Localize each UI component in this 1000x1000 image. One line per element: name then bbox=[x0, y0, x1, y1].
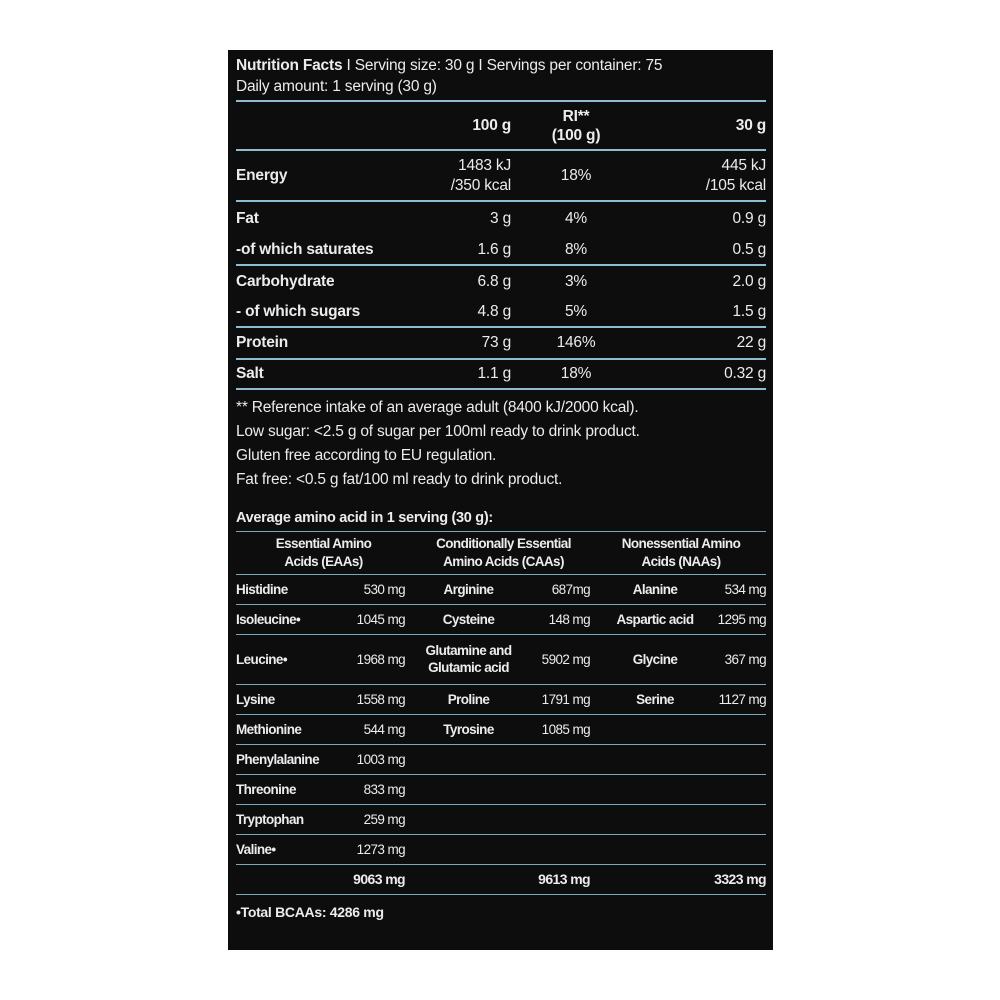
nutrient-name: Salt bbox=[236, 365, 264, 382]
serving-info: I Serving size: 30 g I Servings per container: 75 bbox=[342, 57, 663, 74]
note-low-sugar: Low sugar: <2.5 g of sugar per 100ml ready to drink product. bbox=[236, 423, 640, 440]
nutrition-row-energy bbox=[236, 150, 766, 201]
note-fat-free: Fat free: <0.5 g fat/100 ml ready to drink product. bbox=[236, 471, 563, 488]
note-gluten-free: Gluten free according to EU regulation. bbox=[236, 447, 497, 464]
amino-row bbox=[236, 834, 766, 864]
col-ri bbox=[511, 102, 641, 150]
caa-header bbox=[411, 532, 596, 574]
naa-total: 3323 mg bbox=[714, 864, 766, 894]
nutrient-name: Protein bbox=[236, 334, 288, 351]
per30-value: 22 g bbox=[736, 334, 766, 351]
ri-value: 8% bbox=[564, 240, 587, 258]
footnotes bbox=[236, 390, 766, 492]
amino-header-row bbox=[236, 532, 766, 574]
per30-value: 1.5 g bbox=[732, 302, 766, 320]
naa-value bbox=[714, 714, 766, 744]
eaa-value: 1558 mg bbox=[328, 684, 411, 714]
caa-header-line2: Amino Acids (CAAs) bbox=[443, 553, 564, 569]
per30-value bbox=[641, 150, 766, 201]
eaa-value: 530 mg bbox=[328, 574, 411, 604]
eaa-value: 1968 mg bbox=[328, 634, 411, 684]
naa-name: Aspartic acid bbox=[596, 604, 714, 634]
eaa-name: Methionine bbox=[236, 714, 328, 744]
energy-kj-100: 1483 kJ bbox=[458, 156, 511, 174]
nutrition-table bbox=[236, 102, 766, 390]
eaa-name: Phenylalanine bbox=[236, 744, 328, 774]
eaa-name: Leucine• bbox=[236, 634, 328, 684]
nutrition-row-fat bbox=[236, 201, 766, 235]
naa-name bbox=[596, 714, 714, 744]
nutrient-name: Carbohydrate bbox=[236, 272, 335, 290]
amino-row bbox=[236, 604, 766, 634]
eaa-name: Threonine bbox=[236, 774, 328, 804]
amino-row bbox=[236, 804, 766, 834]
eaa-name: Lysine bbox=[236, 684, 328, 714]
amino-table bbox=[236, 532, 766, 895]
total-bcaas: •Total BCAAs: 4286 mg bbox=[236, 903, 384, 920]
eaa-name: Valine• bbox=[236, 834, 328, 864]
caa-name: Arginine bbox=[411, 574, 526, 604]
nutrient-name: Energy bbox=[236, 166, 288, 184]
eaa-name: Histidine bbox=[236, 574, 328, 604]
eaa-header-line2: Acids (EAAs) bbox=[284, 553, 363, 569]
amino-row bbox=[236, 684, 766, 714]
col-ri-line1: RI** bbox=[562, 107, 590, 125]
energy-kcal-100: /350 kcal bbox=[450, 176, 511, 194]
amino-row bbox=[236, 774, 766, 804]
eaa-value: 1003 mg bbox=[328, 744, 411, 774]
col-ri-line2: (100 g) bbox=[551, 126, 601, 144]
per100-value: 73 g bbox=[481, 334, 511, 351]
naa-value: 534 mg bbox=[714, 574, 766, 604]
nutrition-row-salt bbox=[236, 359, 766, 389]
caa-name: Cysteine bbox=[411, 604, 526, 634]
nutrient-name: -of which saturates bbox=[236, 240, 374, 258]
nutrient-name: - of which sugars bbox=[236, 302, 361, 320]
nutrition-row-saturates bbox=[236, 235, 766, 265]
nutrition-row-sugars bbox=[236, 297, 766, 327]
ri-value: 146% bbox=[556, 334, 596, 351]
nutrition-facts-title: Nutrition Facts bbox=[236, 57, 343, 74]
per30-value: 0.5 g bbox=[732, 240, 766, 258]
per100-value: 1.1 g bbox=[477, 365, 511, 382]
per30-value: 0.32 g bbox=[724, 365, 766, 382]
eaa-name: Tryptophan bbox=[236, 804, 328, 834]
naa-value: 1127 mg bbox=[714, 684, 766, 714]
per100-value: 6.8 g bbox=[477, 272, 511, 290]
ri-value: 18% bbox=[560, 365, 592, 382]
caa-header-line1: Conditionally Essential bbox=[436, 535, 571, 551]
per100-value: 1.6 g bbox=[477, 240, 511, 258]
amino-title: Average amino acid in 1 serving (30 g): bbox=[236, 509, 766, 532]
nutrition-row-carbohydrate bbox=[236, 265, 766, 297]
naa-name: Serine bbox=[596, 684, 714, 714]
naa-header bbox=[596, 532, 766, 574]
amino-row bbox=[236, 744, 766, 774]
naa-name: Glycine bbox=[596, 634, 714, 684]
header-line bbox=[236, 55, 766, 77]
eaa-value: 1045 mg bbox=[328, 604, 411, 634]
eaa-header bbox=[236, 532, 411, 574]
naa-header-line1: Nonessential Amino bbox=[621, 535, 741, 551]
ri-value: 4% bbox=[564, 209, 587, 227]
per30-value: 0.9 g bbox=[732, 209, 766, 227]
naa-value: 1295 mg bbox=[714, 604, 766, 634]
col-30g: 30 g bbox=[735, 116, 766, 134]
caa-value: 1085 mg bbox=[526, 714, 596, 744]
ri-value: 5% bbox=[564, 302, 587, 320]
amino-row bbox=[236, 714, 766, 744]
energy-kcal-30: /105 kcal bbox=[705, 176, 766, 194]
eaa-value: 259 mg bbox=[328, 804, 411, 834]
eaa-value: 544 mg bbox=[328, 714, 411, 744]
naa-header-line2: Acids (NAAs) bbox=[641, 553, 721, 569]
per100-value: 4.8 g bbox=[477, 302, 511, 320]
caa-total: 9613 mg bbox=[526, 864, 596, 894]
caa-value: 687mg bbox=[526, 574, 596, 604]
caa-value: 5902 mg bbox=[526, 634, 596, 684]
eaa-value: 1273 mg bbox=[328, 834, 411, 864]
caa-name: Proline bbox=[411, 684, 526, 714]
eaa-total: 9063 mg bbox=[328, 864, 411, 894]
nutrition-label-panel bbox=[228, 50, 773, 950]
eaa-name: Isoleucine• bbox=[236, 604, 328, 634]
amino-totals-row bbox=[236, 864, 766, 894]
energy-kj-30: 445 kJ bbox=[721, 156, 766, 174]
ri-value: 18% bbox=[560, 166, 592, 184]
eaa-header-line1: Essential Amino bbox=[275, 535, 372, 551]
caa-value: 148 mg bbox=[526, 604, 596, 634]
col-100g: 100 g bbox=[472, 116, 511, 134]
caa-name: Tyrosine bbox=[411, 714, 526, 744]
per100-value: 3 g bbox=[490, 209, 511, 227]
amino-row bbox=[236, 634, 766, 684]
amino-row bbox=[236, 574, 766, 604]
nutrient-name: Fat bbox=[236, 209, 259, 227]
naa-value: 367 mg bbox=[714, 634, 766, 684]
per30-value: 2.0 g bbox=[732, 272, 766, 290]
eaa-value: 833 mg bbox=[328, 774, 411, 804]
caa-name: Glutamine and Glutamic acid bbox=[411, 634, 526, 684]
nutrition-row-protein bbox=[236, 327, 766, 359]
ri-value: 3% bbox=[564, 272, 587, 290]
caa-value: 1791 mg bbox=[526, 684, 596, 714]
note-reference-intake: ** Reference intake of an average adult (8400 kJ/2000 kcal). bbox=[236, 399, 639, 416]
per100-value bbox=[411, 150, 511, 201]
naa-name: Alanine bbox=[596, 574, 714, 604]
daily-amount: Daily amount: 1 serving (30 g) bbox=[236, 77, 766, 102]
nutrition-header-row bbox=[236, 102, 766, 150]
